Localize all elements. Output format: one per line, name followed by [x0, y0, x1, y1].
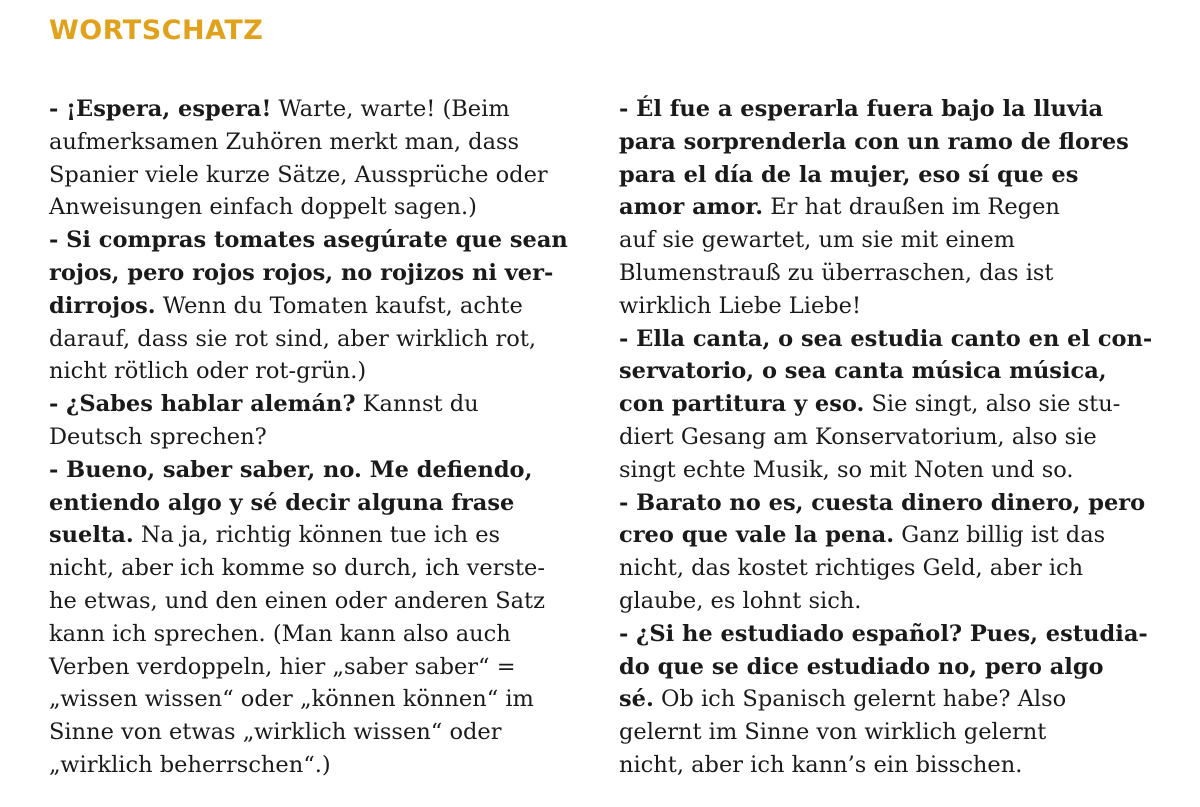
spanish-phrase: creo que vale la pena.: [619, 522, 895, 549]
spanish-phrase: - ¿Sabes hablar alemán?: [49, 391, 356, 418]
right-column: [619, 93, 1164, 782]
german-translation: Ob ich Spanisch gelernt habe? Also: [653, 686, 1067, 713]
spanish-phrase: rojos, pero rojos rojos, no rojizos ni ver-: [49, 259, 554, 286]
german-translation: Ganz billig ist das: [894, 522, 1106, 549]
german-translation: nicht, aber ich komme so durch, ich verste-: [49, 555, 545, 582]
text-line: [619, 519, 1164, 552]
spanish-phrase: - ¡Espera, espera!: [49, 96, 272, 122]
text-line: [619, 716, 1164, 749]
text-line: [49, 388, 594, 421]
spanish-phrase: - Si compras tomates asegúrate que sean: [49, 227, 568, 254]
german-translation: kann ich sprechen. (Man kann also auch: [49, 620, 511, 647]
text-line: [49, 257, 594, 290]
german-translation: „wissen wissen“ oder „können können“ im: [49, 686, 534, 713]
text-line: [49, 651, 594, 684]
spanish-phrase: servatorio, o sea canta música música,: [619, 358, 1107, 385]
text-line: [49, 749, 594, 782]
text-line: [619, 159, 1164, 192]
text-line: [619, 749, 1164, 782]
german-translation: Deutsch sprechen?: [49, 423, 267, 450]
text-line: [49, 421, 594, 454]
german-translation: Blumenstrauß zu überraschen, das ist: [619, 259, 1054, 286]
spanish-phrase: sé.: [619, 686, 654, 713]
text-line: [49, 224, 594, 257]
german-translation: Sinne von etwas „wirklich wissen“ oder: [49, 719, 502, 746]
german-translation: wirklich Liebe Liebe!: [619, 292, 862, 319]
spanish-phrase: - Ella canta, o sea estudia canto en el con-: [619, 325, 1153, 352]
german-translation: aufmerksamen Zuhören merkt man, dass: [49, 128, 520, 155]
spanish-phrase: - Barato no es, cuesta dinero dinero, pero: [619, 489, 1146, 516]
text-line: [619, 421, 1164, 454]
text-line: [49, 290, 594, 323]
left-column: [49, 93, 594, 782]
german-translation: nicht, aber ich kann’s ein bisschen.: [619, 751, 1023, 778]
text-line: [619, 618, 1164, 651]
text-line: [619, 585, 1164, 618]
text-line: [619, 257, 1164, 290]
text-line: [49, 487, 594, 520]
spanish-phrase: para el día de la mujer, eso sí que es: [619, 161, 1079, 188]
text-line: [49, 618, 594, 651]
spanish-phrase: dirrojos.: [49, 292, 156, 319]
spanish-phrase: - Bueno, saber saber, no. Me defiendo,: [49, 456, 533, 483]
german-translation: darauf, dass sie rot sind, aber wirklich rot,: [49, 325, 537, 352]
text-line: [49, 552, 594, 585]
german-translation: nicht, das kostet richtiges Geld, aber ich: [619, 555, 1084, 582]
spanish-phrase: suelta.: [49, 522, 134, 549]
text-line: [619, 290, 1164, 323]
german-translation: Warte, warte! (Beim: [271, 96, 510, 122]
text-line: [619, 388, 1164, 421]
german-translation: nicht rötlich oder rot-grün.): [49, 358, 367, 385]
german-translation: auf sie gewartet, um sie mit einem: [619, 227, 1016, 254]
spanish-phrase: para sorprenderla con un ramo de flores: [619, 128, 1129, 155]
german-translation: gelernt im Sinne von wirklich gelernt: [619, 719, 1047, 746]
spanish-phrase: do que se dice estudiado no, pero algo: [619, 653, 1104, 680]
text-line: [619, 323, 1164, 356]
german-translation: Sie singt, also sie stu-: [864, 391, 1121, 418]
german-translation: glaube, es lohnt sich.: [619, 587, 862, 614]
text-line: [619, 552, 1164, 585]
text-line: [619, 454, 1164, 487]
text-line: [49, 585, 594, 618]
german-translation: diert Gesang am Konservatorium, also sie: [619, 423, 1097, 450]
text-line: [619, 191, 1164, 224]
text-line: [49, 716, 594, 749]
german-translation: Er hat draußen im Regen: [763, 194, 1060, 221]
text-line: [619, 355, 1164, 388]
german-translation: Na ja, richtig können tue ich es: [133, 522, 501, 549]
text-line: [619, 487, 1164, 520]
spanish-phrase: - Él fue a esperarla fuera bajo la lluvia: [619, 96, 1104, 122]
text-line: [619, 651, 1164, 684]
text-line: [49, 126, 594, 159]
german-translation: Kannst du: [355, 391, 479, 418]
text-line: [49, 159, 594, 192]
german-translation: „wirklich beherrschen“.): [49, 751, 331, 778]
spanish-phrase: con partitura y eso.: [619, 391, 865, 418]
text-line: [49, 191, 594, 224]
text-line: [49, 519, 594, 552]
text-line: [619, 93, 1164, 126]
text-line: [49, 454, 594, 487]
german-translation: he etwas, und den einen oder anderen Satz: [49, 587, 545, 614]
text-line: [49, 355, 594, 388]
german-translation: Wenn du Tomaten kaufst, achte: [155, 292, 523, 319]
german-translation: Anweisungen einfach doppelt sagen.): [49, 194, 477, 221]
spanish-phrase: entiendo algo y sé decir alguna frase: [49, 489, 515, 516]
text-line: [49, 93, 594, 126]
german-translation: Spanier viele kurze Sätze, Aussprüche oder: [49, 161, 548, 188]
text-line: [619, 126, 1164, 159]
text-line: [619, 224, 1164, 257]
section-heading: WORTSCHATZ: [49, 15, 264, 46]
german-translation: Verben verdoppeln, hier „saber saber“ =: [49, 653, 516, 680]
spanish-phrase: amor amor.: [619, 194, 764, 221]
text-line: [49, 683, 594, 716]
text-line: [619, 683, 1164, 716]
spanish-phrase: - ¿Si he estudiado español? Pues, estudia-: [619, 620, 1148, 647]
text-line: [49, 323, 594, 356]
german-translation: singt echte Musik, so mit Noten und so.: [619, 456, 1074, 483]
